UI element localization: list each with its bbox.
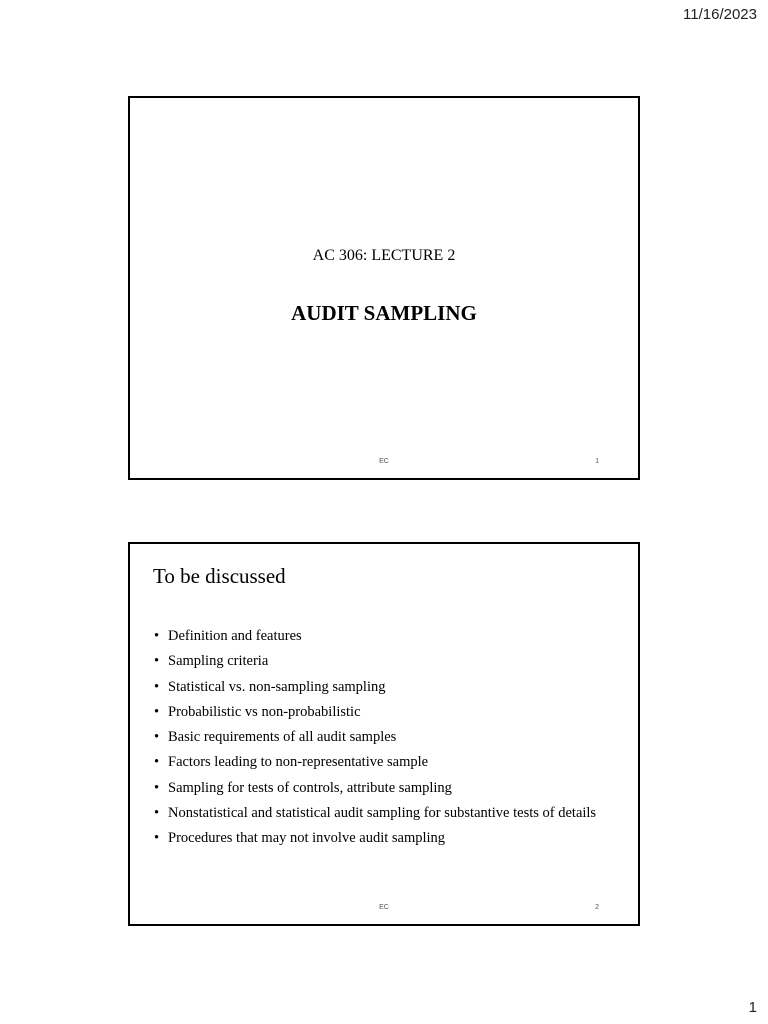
bullet-icon: • [154,729,160,746]
slide-1-title: AUDIT SAMPLING [291,301,477,325]
slide-2-footer-label: EC [379,904,389,911]
bullet-icon: • [154,678,160,695]
list-item-text: Basic requirements of all audit samples [168,729,397,746]
slide-1-footer-label: EC [379,458,389,465]
slide-2-bullet-list [154,628,614,856]
page-number: 1 [748,999,757,1016]
list-item [154,830,614,847]
list-item-text: Sampling criteria [168,653,269,670]
list-item [154,628,614,645]
bullet-icon: • [154,703,160,720]
list-item-text: Procedures that may not involve audit sampling [168,830,446,847]
list-item [154,754,614,771]
list-item-text: Definition and features [168,628,302,644]
list-item-text: Nonstatistical and statistical audit sampling for substantive tests of details [168,805,597,822]
list-item [154,653,614,670]
bullet-icon: • [154,805,160,822]
bullet-icon: • [154,653,160,670]
list-item-text: Sampling for tests of controls, attribute sampling [168,779,452,796]
list-item [154,704,614,721]
list-item-text: Factors leading to non-representative sample [168,754,429,771]
slide-1 [128,96,640,480]
slide-2-heading: To be discussed [153,564,286,588]
list-item-text: Probabilistic vs non-probabilistic [168,703,361,720]
slide-2-footer-number: 2 [595,904,599,911]
list-item [154,679,614,696]
print-date: 11/16/2023 [683,6,757,23]
bullet-icon: • [154,754,160,771]
slide-2 [128,542,640,926]
slide-1-subtitle: AC 306: LECTURE 2 [312,247,456,264]
list-item-text: Statistical vs. non-sampling sampling [168,678,386,695]
bullet-icon: • [154,628,160,644]
list-item [154,805,614,822]
slide-1-footer-number: 1 [595,458,599,465]
bullet-icon: • [154,830,160,847]
list-item [154,780,614,797]
list-item [154,729,614,746]
bullet-icon: • [154,779,160,796]
